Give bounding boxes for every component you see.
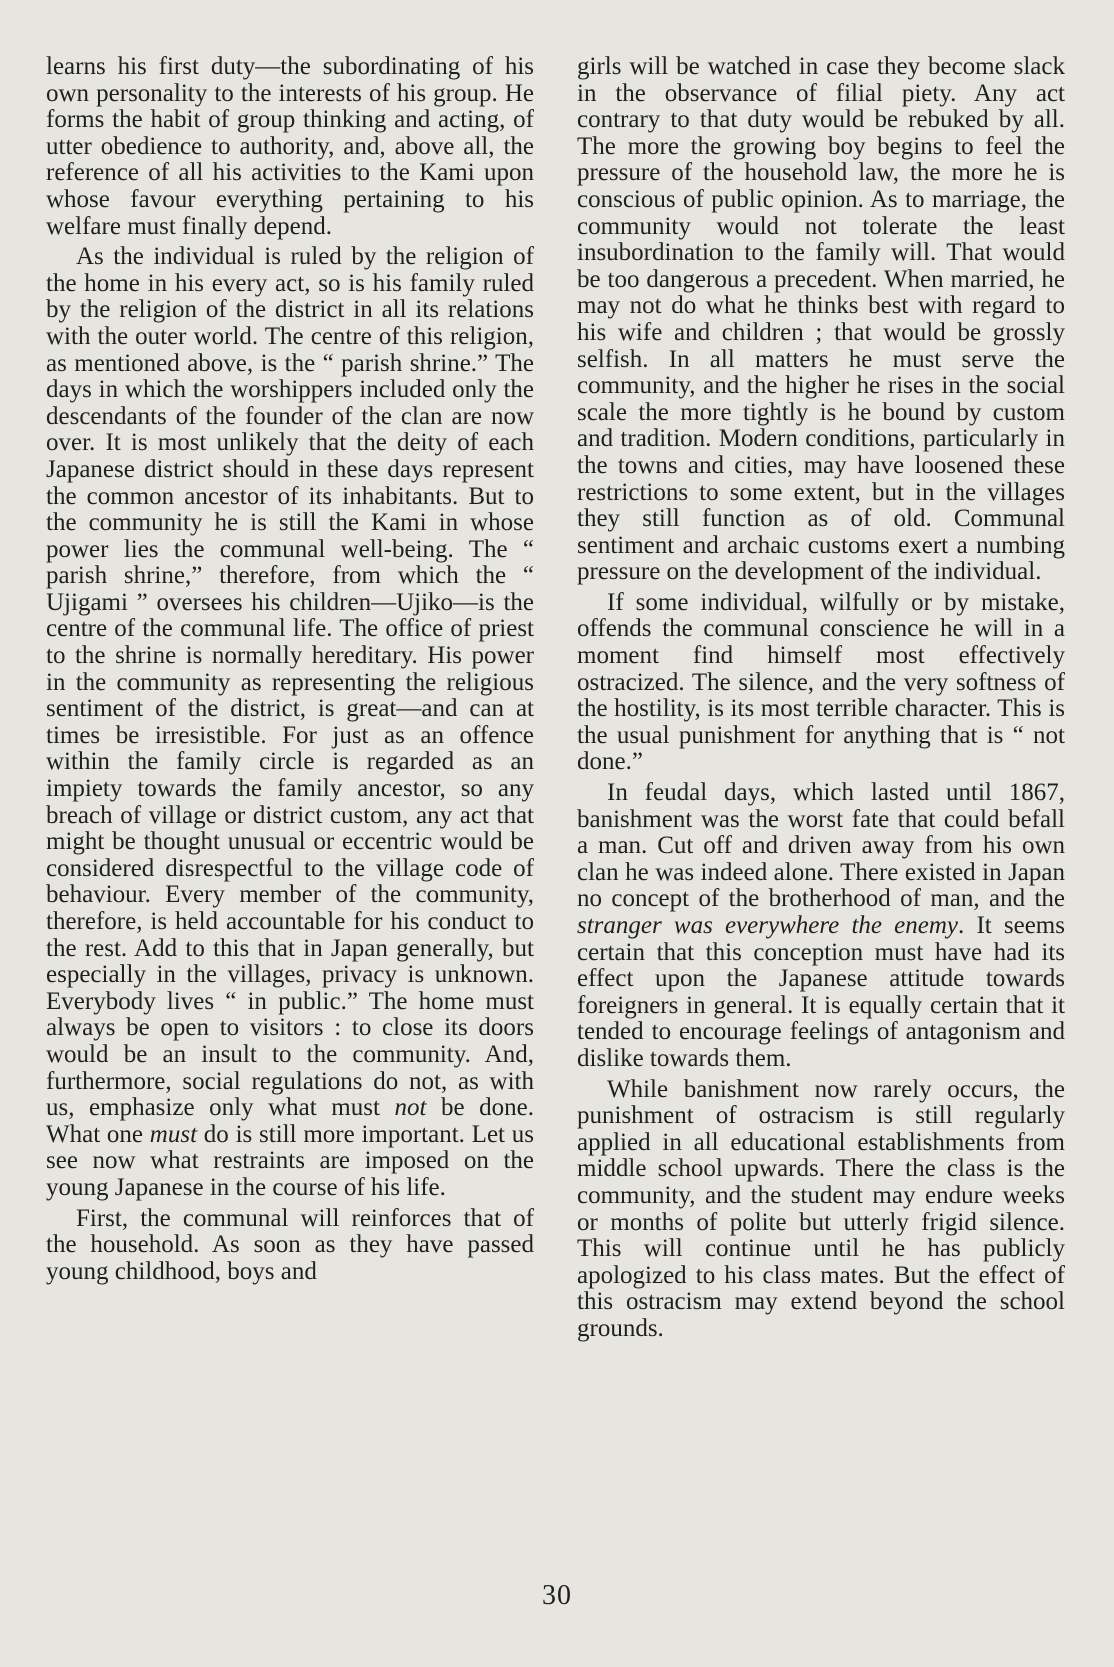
paragraph-text: learns his first duty—the subordinating of his own personality to the interests of his group. He forms the habit of group thinking and acting, of utter obedience to authority, and, above all, the reference of all his activities to the Kami upon whose favour everything pertaining to his welfare must finally depend.: [46, 53, 534, 240]
body-paragraph: [577, 1077, 1065, 1343]
italic-text: not: [394, 1094, 427, 1122]
page-number: 30: [542, 1580, 572, 1611]
body-paragraph: [577, 590, 1065, 776]
paragraph-text: As the individual is ruled by the religion of the home in his every act, so is his family ruled by the religion of the district in all its relations with the outer world. The centre of this religion, as mentioned above, is the “ parish shrine.” The days in which the worshippers included only the descendants of the founder of the clan are now over. It is most unlikely that the deity of each Japanese district should in these days represent the common ancestor of its inhabitants. But to the community he is still the Kami in whose power lies the communal well-being. The “ parish shrine,” therefore, from which the “ Ujigami ” oversees his children—Ujiko—is the centre of the communal life. The office of priest to the shrine is normally hereditary. His power in the community as representing the religious sentiment of the district, is great—and can at times be irresistible. For just as an offence within the family circle is regarded as an impiety towards the family ancestor, so any breach of village or district custom, any act that might be thought unusual or eccentric would be considered disrespectful to the village code of behaviour. Every member of the community, therefore, is held accountable for his conduct to the rest. Add to this that in Japan generally, but especially in the villages, privacy is unknown. Everybody lives “ in public.” The home must always be open to visitors : to close its doors would be an insult to the community. And, furthermore, social regulations do not, as with us, emphasize only what must: [46, 243, 534, 1122]
paragraph-text: While banishment now rarely occurs, the punishment of ostracism is still regularly applied in all educational establishments from middle school upwards. There the class is the community, and the student may endure weeks or months of polite but utterly frigid silence. This will continue until he has publicly apologized to his class mates. But the effect of this ostracism may extend beyond the school grounds.: [577, 1075, 1065, 1342]
paragraph-text: be done. What one: [46, 1094, 534, 1148]
right-text-column: [577, 54, 1065, 1347]
paragraph-text: . It seems certain that this conception must have had its effect upon the Japanese attitude towards foreigners in general. It is equally certain that it tended to encourage feelings of antagonism and dislike towards them.: [577, 912, 1065, 1072]
body-paragraph: [46, 244, 534, 1201]
left-text-column: [46, 54, 534, 1289]
body-paragraph: [577, 780, 1065, 1073]
italic-text: stranger was everywhere the enemy: [577, 912, 959, 939]
paragraph-text: girls will be watched in case they become slack in the observance of filial piety. Any act contrary to that duty would be rebuked by all. The more the growing boy begins to feel the pressure of the household law, the more he is conscious of public opinion. As to marriage, the community would not tolerate the least insubordination to the family will. That would be too dangerous a precedent. When married, he may not do what he thinks best with regard to his wife and children ; that would be grossly selfish. In all matters he must serve the community, and the higher he rises in the social scale the more tightly is he bound by custom and tradition. Modern conditions, particularly in the towns and cities, may have loosened these restrictions to some extent, but in the villages they still function as of old. Communal sentiment and archaic customs exert a numbing pressure on the development of the individual.: [577, 53, 1065, 586]
italic-text: must: [149, 1120, 198, 1148]
paragraph-text: In feudal days, which lasted until 1867, banishment was the worst fate that could befall a man. Cut off and driven away from his own clan he was indeed alone. There existed in Japan no concept of the brotherhood of man, and the: [577, 779, 1065, 913]
paragraph-text: do is still more important. Let us see now what restraints are imposed on the young Japanese in the course of his life.: [46, 1120, 535, 1201]
body-paragraph: [46, 1206, 534, 1286]
paragraph-text: First, the communal will reinforces that of the household. As soon as they have passed young childhood, boys and: [46, 1204, 534, 1285]
body-paragraph: [46, 54, 534, 240]
body-paragraph: [577, 54, 1065, 586]
paragraph-text: If some individual, wilfully or by mistake, offends the communal conscience he will in a moment find himself most effectively ostracized. The silence, and the very softness of the hostility, is its most terrible character. This is the usual punishment for anything that is “ not done.”: [577, 588, 1065, 776]
